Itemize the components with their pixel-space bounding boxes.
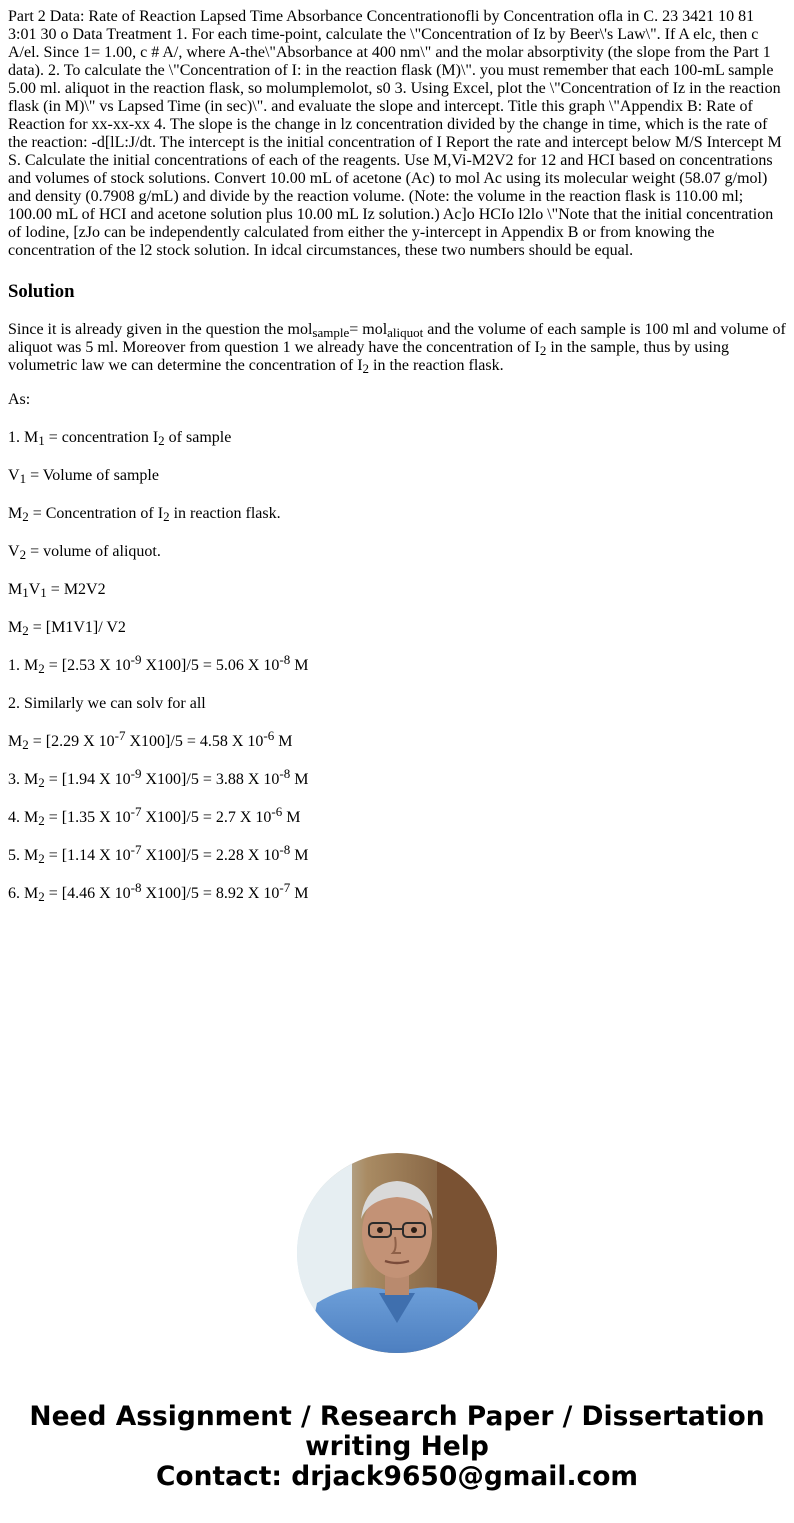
solution-intro: Since it is already given in the question the mol$_{sample}$= mol$_{aliquot}$ and the volume of each sample is 100 ml and volume of aliquot was 5 ml. Moreover from question 1 we already have the concentration of $I_2$ in the sample, thus by using volumetric law we can determine the concentration of $I_2$ in the reaction flask. — [8, 321, 786, 376]
calc-line-4: 4. $M_2 = [1.35$ X $10^{-7}$ X100]/5 = 2.7 X $10^{-6}$ M — [8, 804, 301, 828]
footer-contact: Contact: drjack9650@gmail.com — [155, 1461, 639, 1492]
avatar — [297, 1153, 497, 1353]
footer-line-1: Need Assignment / Research Paper / Dissertation — [29, 1401, 765, 1432]
def-v1: $V_1$ = Volume of sample — [8, 467, 159, 486]
calc-line-1: 1. $M_2 = [2.53$ X $10^{-9}$ X100]/5 = 5.06 X $10^{-8}$ M — [8, 652, 309, 676]
def-m2: $M_2$ = Concentration of $I_2$ in reaction flask. — [8, 505, 281, 524]
footer-banner — [0, 1402, 794, 1492]
calc-line-5: 5. $M_2 = [1.14$ X $10^{-7}$ X100]/5 = 2.28 X $10^{-8}$ M — [8, 842, 309, 866]
tutor-portrait-image — [297, 1153, 497, 1353]
calc-line-2: $M_2 = [2.29$ X $10^{-7}$ X100]/5 = 4.58 X $10^{-6}$ M — [8, 728, 293, 752]
dilution-formula: $M_2 = [M1V1]/$ V2 — [8, 619, 126, 638]
solution-steps — [8, 391, 786, 905]
footer-line-2: writing Help — [305, 1431, 489, 1462]
def-m1: 1. $M_1$ = concentration $I_2$ of sample — [8, 429, 232, 448]
def-v2: $V_2$ = volume of aliquot. — [8, 543, 161, 562]
as-label: As: — [8, 391, 31, 408]
question-text: Part 2 Data: Rate of Reaction Lapsed Time Absorbance Concentrationofli by Concentration ofla in C. 23 3421 10 81 3:01 30 o Data Treatment 1. For each time-point, calculate the \"Concentration of Iz by Beer\'s Law\". If A elc, then c A/el. Since 1= 1.00, c # A/, where A-the\"Absorbance at 400 nm\" and the molar absorptivity (the slope from the Part 1 data). 2. To calculate the \"Concentration of I: in the reaction flask (M)\". you must remember that each 100-mL sample 5.00 ml. aliquot in the reaction flask, so molumplemolot, s0 3. Using Excel, plot the \"Concentration of Iz in the reaction flask (in M)\" vs Lapsed Time (in sec)\". and evaluate the slope and intercept. Title this graph \"Appendix B: Rate of Reaction for xx-xx-xx 4. The slope is the change in lz concentration divided by the change in time, which is the rate of the reaction: -d[lL:J/dt. The intercept is the initial concentration of I Report the rate and intercept below M/S Intercept M S. Calculate the initial concentrations of each of the reagents. Use M,Vi-M2V2 for 12 and HCI based on concentrations and volumes of stock solutions. Convert 10.00 mL of acetone (Ac) to mol Ac using its molecular weight (58.07 g/mol) and density (0.7908 g/mL) and divide by the reaction volume. (Note: the volume in the reaction flask is 110.00 ml; 100.00 mL of HCI and acetone solution plus 10.00 mL Iz solution.) Ac]o HCIo l2lo \"Note that the initial concentration of lodine, [zJo can be independently calculated from either the y-intercept in Appendix B or from knowing the concentration of the l2 stock solution. In idcal circumstances, these two numbers should be equal. — [8, 8, 782, 259]
calc-line-3: 3. $M_2 = [1.94$ X $10^{-9}$ X100]/5 = 3.88 X $10^{-8}$ M — [8, 766, 309, 790]
calc-line-6: 6. $M_2 = [4.46$ X $10^{-8}$ X100]/5 = 8.92 X $10^{-7}$ M — [8, 880, 309, 904]
solution-heading: Solution — [8, 281, 75, 302]
similarly-note: 2. Similarly we can solv for all — [8, 695, 206, 712]
dilution-law: $M_1V_1 = M2V2$ — [8, 581, 106, 600]
